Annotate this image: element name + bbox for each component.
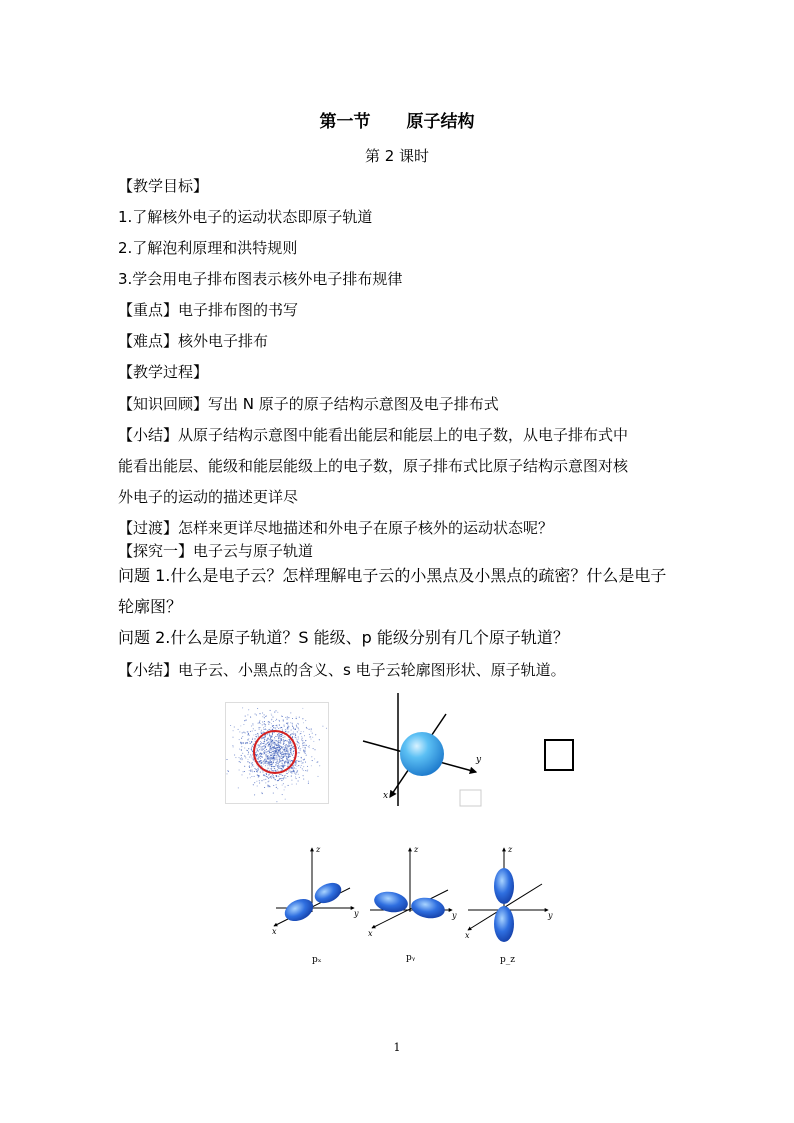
title-topic: 原子结构 [406, 112, 475, 132]
page-number: 1 [393, 1041, 401, 1054]
s-orbital-sphere [358, 690, 488, 812]
goal-1: 1.了解核外电子的运动状态即原子轨道 [118, 208, 373, 226]
y-axis-label: y [476, 755, 482, 765]
blank-box [544, 739, 574, 771]
py-z-label: z [414, 845, 419, 854]
px-y-label: y [354, 909, 359, 918]
px-x-label: x [272, 927, 277, 936]
question2: 问题 2.什么是原子轨道？S 能级、p 能级分别有几个原子轨道？ [118, 628, 569, 647]
goal-3: 3.学会用电子排布图表示核外电子排布规律 [118, 270, 403, 288]
summary1-line-1: 【小结】从原子结构示意图中能看出能层和能层上的电子数，从电子排布式中 [118, 426, 629, 444]
page-title [0, 107, 794, 132]
py-orbital [368, 845, 457, 963]
pz-x-label: x [465, 931, 470, 940]
pz-y-label: y [548, 911, 553, 920]
electron-cloud-image [225, 702, 329, 804]
explore-heading: 【探究一】电子云与原子轨道 [118, 542, 314, 560]
x-axis-label: x [383, 791, 389, 801]
key-point: 【重点】电子排布图的书写 [118, 301, 299, 319]
question1-line-1: 问题 1.什么是电子云？怎样理解电子云的小黑点及小黑点的疏密？什么是电子 [118, 566, 667, 585]
py-label: pᵧ [406, 953, 416, 963]
pz-orbital [465, 845, 553, 965]
p-orbitals-figure [262, 840, 562, 968]
goal-heading: 【教学目标】 [118, 177, 209, 195]
summary1-line-3: 外电子的运动的描述更详尽 [118, 488, 299, 506]
py-y-label: y [452, 911, 457, 920]
goal-2: 2.了解泡利原理和洪特规则 [118, 239, 298, 257]
px-label: pₓ [312, 955, 322, 965]
summary2: 【小结】电子云、小黑点的含义、s 电子云轮廓图形状、原子轨道。 [118, 661, 566, 679]
transition: 【过渡】怎样来更详尽地描述和外电子在原子核外的运动状态呢？ [118, 519, 554, 537]
py-x-label: x [368, 929, 373, 938]
px-orbital [272, 845, 359, 965]
pz-z-label: z [508, 845, 513, 854]
process-heading: 【教学过程】 [118, 363, 209, 381]
summary1-line-2: 能看出能层、能级和能层能级上的电子数，原子排布式比原子结构示意图对核 [118, 457, 629, 475]
knowledge-review: 【知识回顾】写出 N 原子的原子结构示意图及电子排布式 [118, 395, 499, 413]
question1-line-2: 轮廓图？ [118, 597, 183, 616]
px-z-label: z [316, 845, 321, 854]
pz-label: p_z [500, 955, 516, 965]
difficult-point: 【难点】核外电子排布 [118, 332, 269, 350]
lesson-number: 第 2 课时 [364, 147, 430, 165]
title-section: 第一节 [319, 112, 371, 132]
